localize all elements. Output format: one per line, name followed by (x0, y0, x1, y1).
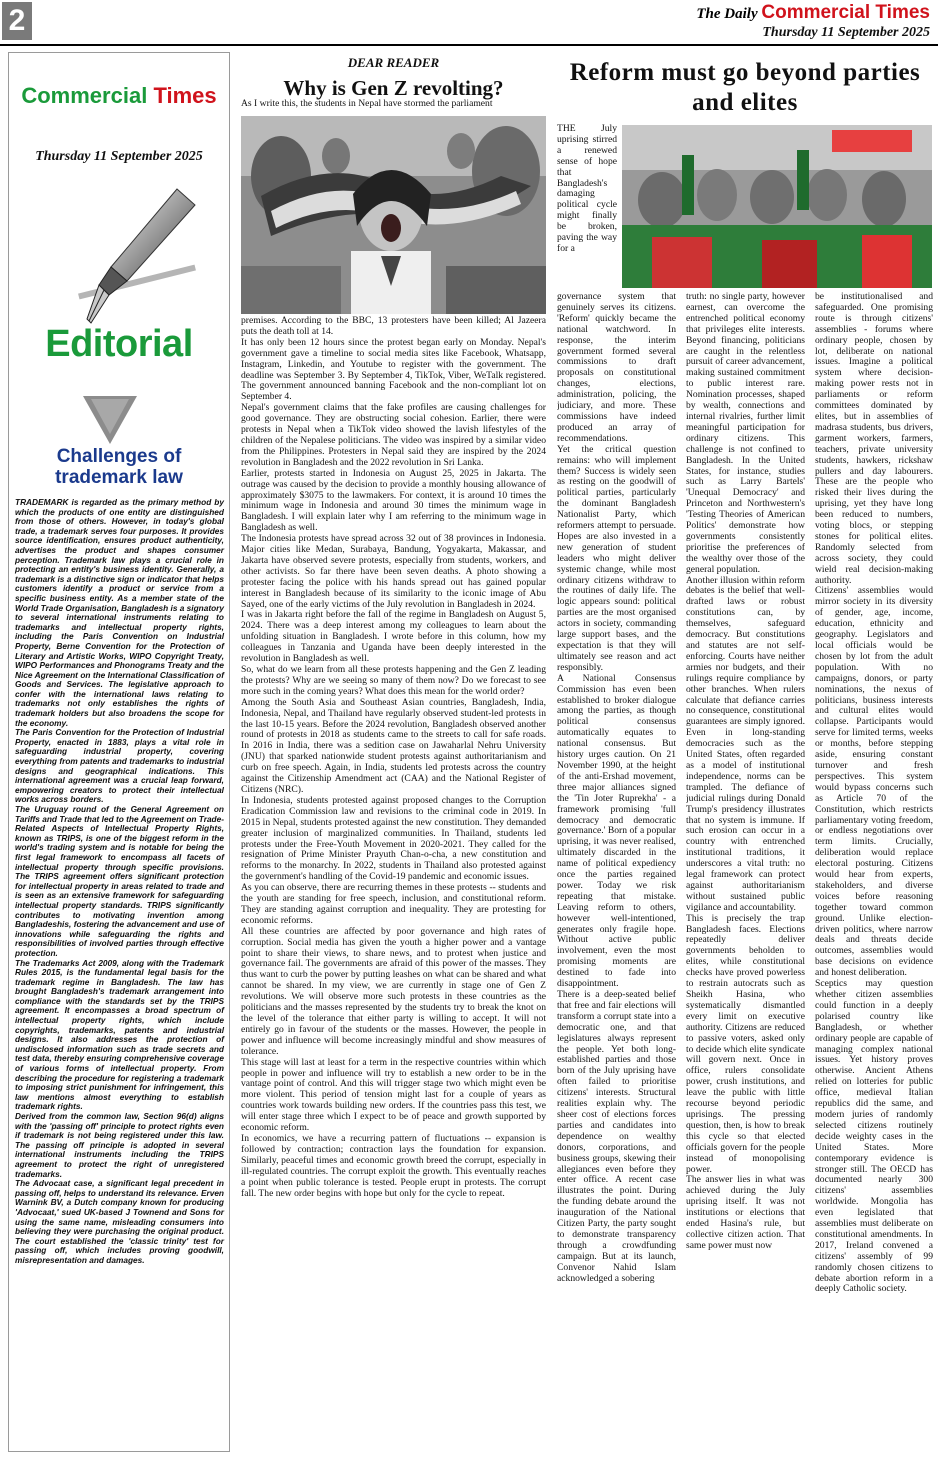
reform-article-lead (557, 124, 617, 255)
reform-paragraph: There is a deep-seated belief that free and fair elections will transform a corrupt state into a democratic one, and that legislatures always represent the people. Yet both long-established parties and those born of the July uprising have often failed to prioritise citizens' interests. Structural realities explain why. The sheer cost of elections forces parties and candidates into dependence on wealthy donors, corporations, and business groups, skewing their allegiances even before they enter office. A recent case illustrates the point. During the funding debate around the inauguration of the National Citizen Party, the party sought to demonstrate transparency through a crowdfunding campaign. But at its launch, Convenor Nahid Islam acknowledged a sobering (557, 989, 676, 1284)
article-paragraph: This stage will last at least for a term in the respective countries within which people in power and influence will try to establish a new order to be in the vantage point of control. And this will trigger stage two which might even be more violent. This period of tension might last for a couple of years as countries work towards building new orders. If the countries pass this test, we will enter stage three which I expect to be of peace and growth supported by economic reform. (241, 1056, 546, 1134)
masthead-brand-prefix: The Daily (696, 6, 758, 22)
article-paragraph: All these countries are affected by poor governance and high rates of corruption. Social media has given the youth a higher power and a vantage point to share their views, to share news, and to protest when justice and governance fail. The governments are afraid of this power of the masses. They thus want to curb the power by putting leashes on what can be shared and what cannot be shared. In my view, we are currently in stage one of Gen Z revolutions. We will observe more such protests in these countries as the politicians and the masses represented by the students try to break the knot on the level of the tolerance that either party is willing to accept. It will not entirely go in favour of the students or the masses. However, the people in power and influence will become increasingly mindful and show measures of tolerance. (241, 925, 546, 1057)
reform-column-1 (557, 292, 676, 1442)
fountain-pen-icon (69, 181, 209, 331)
article-title: Why is Gen Z revolting? (283, 76, 504, 100)
editorial-headline: Challenges of trademark law (55, 446, 183, 488)
editorial-paragraph: The Trademarks Act 2009, along with the Trademark Rules 2015, is the fundamental legal basis for the trademark regime in Bangladesh. The law has brought Bangladesh's trademark arrangement into compliance with the standards set by the TRIPS agreement. It encompasses a broad spectrum of intellectual property rights, which include copyrights, trademarks, patents and industrial designs. It also addresses the protection of undisclosed information such as trade secrets and test data, thereby ensuring comprehensive coverage of various forms of intellectual property. From describing the procedure for registering a trademark to imposing strict punishment for infringement, this law mentions almost everything to establish trademark rights. (15, 957, 224, 1112)
reform-paragraph: Another illusion within reform debates is the belief that well-drafted laws or robust constitutions can, by themselves, safeguard democracy. But constitutions and statutes are not self-enforcing. Courts have neither armies nor budgets, and their rulings require compliance by other branches. When rulers calculate that defiance carries no consequence, constitutional guarantees are simply ignored. Even in long-standing democracies such as the United States, often regarded as a model of institutional independence, norms can be trampled. The defiance of judicial rulings during Donald Trump's presidency illustrates that no system is immune. If such erosion can occur in a country with entrenched institutional traditions, it underscores a vital truth: no legal framework can protect against authoritarianism without sustained public vigilance and accountability. (686, 574, 805, 913)
section-title: Editorial (45, 323, 193, 365)
reform-paragraph: The answer lies in what was achieved during the July uprising itself. It was not institutions or elections that ended Hasina's rule, but collective citizen action. That same power must now (686, 1174, 805, 1251)
editorial-paragraph: Derived from the common law, Section 96(d) aligns with the 'passing off' principle to protect rights even if trademark is not being registered under this law. The passing off principle is adopted in several international instruments including the TRIPS agreement to protect the right of unregistered trademarks. (15, 1111, 224, 1179)
reform-article-title: Reform must go beyond parties and elites (569, 59, 921, 116)
masthead (696, 2, 930, 41)
page-number: 2 (2, 2, 32, 40)
editorial-paragraph: The Uruguay round of the General Agreement on Tariffs and Trade that led to the Agreement on Trade-Related Aspects of Intellectual Property Rights, known as TRIPS, is one of the biggest reform in the world's trading system and is notable for being the first legal framework to encompass all facets of intellectual property through specific provisions. The TRIPS agreement offers significant protection for intellectual property in areas related to trade and is seen as an extensive framework for safeguarding intellectual property standards. TRIPS significantly contributes to motivating invention among Bangladeshis, fostering the advancement and use of innovations while safeguarding the rights and responsibilities of involved parties through effective protection. (15, 804, 224, 958)
editorial-sidebar (8, 52, 230, 1452)
article-body (241, 316, 546, 1199)
reform-paragraph: This is precisely the trap Bangladesh faces. Elections repeatedly deliver governments beholden to elites, while constitutional checks have proved powerless to restrain autocrats such as Sheikh Hasina, who systematically dismantled every limit on executive authority. Citizens are reduced to passive voters, asked only to decide which elite syndicate will govern next. Once in office, rulers consolidate power, crush institutions, and leave the public with little recourse beyond periodic uprisings. The pressing question, then, is how to break this cycle so that elected officials govern for the people instead of monopolising power. (686, 912, 805, 1175)
article-paragraph: The Indonesia protests have spread across 32 out of 38 provinces in Indonesia. Major cities like Medan, Surabaya, Bandung, Yogyakarta, Makassar, and Jakarta have observed severe protests, especially from students, workers, and other activists. So far there have been seven deaths. A photo showing a protester facing the police with his hands spread out has gained popular interest in Bangladesh because of its similarity to the iconic image of Abu Sayed, one of the early victims of the July revolution in Bangladesh in 2024. (241, 533, 546, 610)
article-paragraph: premises. According to the BBC, 13 protesters have been killed; Al Jazeera puts the death toll at 14. (241, 315, 546, 337)
reform-column-2 (686, 292, 805, 1442)
reform-paragraph: truth: no single party, however earnest, can overcome the entrenched political economy that privileges elite interests. Beyond financing, politicians are caught in the relentless pursuit of career advancement, making sustained commitment to public interest rare. Nomination processes, shaped by wealth, connections and internal rivalries, further limit meaningful participation for ordinary citizens. This challenge is not confined to Bangladesh. In the United States, for instance, studies such as Larry Bartels' 'Unequal Democracy' and Princeton and Northwestern's 'Testing Theories of American Politics' demonstrate how governments consistently prioritise the preferences of the wealthy over those of the general population. (686, 292, 805, 575)
editorial-paragraph: The Advocaat case, a significant legal precedent in passing off, helps to understand its relevance. Erven Warnink BV, a Dutch company known for producing 'Advocaat,' sued UK-based J Townend and Sons for using the same name, misleading consumers into believing they were purchasing the original product. The court established the 'classic trinity' test for passing off, which includes proving goodwill, misrepresentation and damages. (15, 1178, 224, 1265)
masthead-date: Thursday 11 September 2025 (762, 25, 930, 40)
article-intro: As I write this, the students in Nepal have stormed the parliament (241, 98, 493, 109)
header-divider (0, 44, 938, 46)
reform-paragraph: Sceptics may question whether citizen assemblies could function in a deeply polarised country like Bangladesh, or whether ordinary people are capable of managing complex national issues. Yet history proves otherwise. Ancient Athens relied on lotteries for public office, medieval Italian republics did the same, and modern juries of randomly selected citizens routinely decide weighty cases in the United States. More contemporary evidence is stronger still. The OECD has documented nearly 300 citizens' assemblies worldwide. Mongolia has even legislated that assemblies must deliberate on constitutional amendments. In 2017, Ireland convened a citizens' assembly of 99 randomly chosen citizens to debate abortion reform in a deeply Catholic society. (815, 978, 933, 1295)
editorial-paragraph: The Paris Convention for the Protection of Industrial Property, enacted in 1883, plays a vital role in safeguarding industrial property, covering everything from patents and trademarks to industrial designs and geographical indications. This international agreement was a crucial leap forward, empowering creators to protect their intellectual works across borders. (15, 727, 224, 805)
article-paragraph: In economics, we have a recurring pattern of fluctuations -- expansion is followed by contraction; contraction lays the foundation for expansion. Similarly, peaceful times and economic growth breed the corrupt, especially in ill-regulated countries. The corrupt exploit the growth. This eventually reaches a point when public tolerance is tested. People erupt in protests. The corrupt fall. The new order begins with hope but only for the cycle to repeat. (241, 1132, 546, 1199)
article-paragraph: Nepal's government claims that the fake profiles are causing challenges for good governance. They are obstructing social cohesion. Earlier, there were protests in Nepal when a TikTok video showed the lavish lifestyles of the children of the Nepalese politicians. The video was inspired by a similar video from the Philippines. Protesters in Nepal said they are inspired by the 2024 revolution in Bangladesh and the 2022 revolution in Sri Lanka. (241, 402, 546, 468)
sidebar-logo (9, 83, 229, 109)
down-arrow-icon (83, 396, 137, 446)
article-paragraph: Earlier, protests started in Indonesia on August 25, 2025 in Jakarta. The outrage was caused by the decision to provide a monthly housing allowance of approximately $3075 to the lawmakers. For context, it is around 10 times the minimum wage in Indonesia and around 30 times the minimum wage in Bangladesh. I will explain later why I am referring to the minimum wage in Bangladesh as well. (241, 467, 546, 534)
masthead-brand-name: Commercial Times (761, 2, 930, 23)
reform-paragraph: A National Consensus Commission has even been established to broker dialogue among the parties, as though political consensus automatically equates to national consensus. But history urges caution. On 21 November 1990, at the height of the anti-Ershad movement, three major alliances signed the 'Tin Joter Ruprekha' - a framework promising 'full democracy and democratic governance.' Born of a popular uprising, it was never realised, ultimately discarded in the name of political expediency once the parties regained power. Today we risk repeating that mistake. Leaving reform to others, however well-intentioned, generates only fragile hope. Without active public involvement, even the most promising moments are destined to fade into disappointment. (557, 672, 676, 990)
article-paragraph: It has only been 12 hours since the protest began early on Monday. Nepal's government gave a timeline to social media sites like Facebook, Whatsapp, Instagram, Linkedin, and Youtube to register with the government. The deadline was September 3. By September 4, TikTok, Viber, WeTalk registered. The government announced banning Facebook and the non-compliant lot on September 4. (241, 336, 546, 403)
reform-paragraph: Yet the critical question remains: who will implement them? Success is widely seen as resting on the goodwill of political parties, particularly the dominant Bangladesh Nationalist Party, which reformers attempt to persuade. Hopes are also invested in a new generation of student leaders who might deliver systemic change, while most ordinary citizens withdraw to the routines of daily life. The logic appears sound: political parties are the most organised actors in society, commanding large support bases, and the expectation is that they will ultimately see reason and act responsibly. (557, 443, 676, 673)
reform-paragraph: governance system that genuinely serves its citizens. 'Reform' quickly became the national watchword. In response, the interim government formed several commissions to draft proposals on constitutional changes, elections, administration, policing, the judiciary, and more. These commissions have indeed produced an array of recommendations. (557, 292, 676, 444)
sidebar-logo-part2: Times (153, 83, 217, 108)
reform-column-3 (815, 292, 933, 1442)
reform-paragraph: Citizens' assemblies would mirror society in its diversity of gender, age, income, education, ethnicity and geography. Legislators and local officials would be chosen by lot from the adult population. With no campaigns, donors, or party nominations, the nexus of politicians, business interests and cultural elites would collapse. Participants would serve for limited terms, weeks or months, before stepping aside, ensuring constant turnover and fresh perspectives. This system would bypass concerns such as Article 70 of the Constitution, which restricts parliamentary voting freedom, or endless negotiations over term limits. Crucially, deliberation would replace electoral posturing. Citizens would hear from experts, stakeholders, and diverse voices before reasoning together toward common ground. Unlike election-driven politics, where narrow deals and threats decide outcomes, assemblies would base decisions on evidence and honest deliberation. (815, 585, 933, 979)
editorial-paragraph: TRADEMARK is regarded as the primary method by which the products of one entity are distinguished from those of others. However, in today's global trade, a trademark serves four purposes. It provides source identification, ensures product authenticity, advertises the product and shapes consumer perception. Trademark law plays a crucial role in protecting an entity's business identity. Generally, a trademark is a distinctive sign or indicator that helps customers identify a product or service from a specific business entity. As a member state of the World Trade Organisation, Bangladesh is a signatory to several international instruments relating to trademarks and intellectual property rights, including the Paris Convention on Industrial Property, Berne Convention for the Protection of Literary and Artistic Works, WIPO Copyright Treaty, WIPO Performances and Phonograms Treaty and the Nice Agreement on the International Classification of Goods and Services. The legislative approach to confer with the international laws relating to trademarks not only establishes the rights of trademark holders but also broadens the scope for the economy. (15, 497, 225, 728)
article-paragraph: I was in Jakarta right before the fall of the regime in Bangladesh on August 5, 2024. There was a deep interest among my colleagues to learn about the unfolding situation in Bangladesh. I wrote before in this column, how my colleagues in Tanzania and Uganda have been deeply interested in the revolution in Bangladesh as well. (241, 609, 546, 665)
reform-lead-paragraph: THE July uprising stirred a renewed sense of hope that Bangladesh's damaging political cycle might finally be broken, paving the way for a (557, 123, 617, 254)
rally-photo (622, 125, 932, 288)
editorial-body (15, 498, 224, 1266)
article-paragraph: Among the South Asia and Southeast Asian countries, Bangladesh, India, Indonesia, Nepal, and Thailand have regularly observed student-led protests in the last 10-15 years. Before the 2024 revolution, Bangladesh observed another round of protests in 2018 as students came to the streets to call for safe roads. In 2016 in India, there was a sedition case on Jawaharlal Nehru University (JNU) that sparked nationwide student protests against authoritarianism and curb on free speech. Again, in India, students led protests across the country against the Citizenship Amendment act (CAA) and the National Register of Citizens (NRC). (241, 696, 546, 795)
sidebar-date: Thursday 11 September 2025 (35, 149, 203, 164)
protest-photo (241, 116, 546, 314)
reform-paragraph: be institutionalised and safeguarded. One promising route is through citizens' assemblies - forums where ordinary people, chosen by lot, deliberate on national issues. Imagine a political system where decision-making power rests not in parliaments or reform committees dominated by elites, but in assemblies of madrasa students, bus drivers, garment workers, farmers, teachers, private university students, hawkers, rickshaw pullers and day labourers. These are the people who risked their lives during the uprising, yet they have long been reduced to numbers, voting blocs, or stepping stones for political elites. Randomly selected from across society, they could wield real decision-making authority. (815, 292, 933, 586)
article-paragraph: As you can observe, there are recurring themes in these protests -- students and the youth are standing for free speech, inclusion, and constitutional reform. They are standing against corruption and inequality. They are protesting for economic reforms. (241, 882, 546, 926)
masthead-brand (696, 2, 930, 24)
article-kicker: DEAR READER (347, 55, 440, 70)
sidebar-logo-part1: Commercial (21, 83, 148, 108)
article-paragraph: So, what do we learn from all these protests happening and the Gen Z leading the protests? Why are we seeing so many of them now? Do we forecast to see more such in the coming years? What does this mean for the world order? (241, 664, 546, 697)
article-paragraph: In Indonesia, students protested against proposed changes to the Corruption Eradication Commission law and revisions to the criminal code in 2019. In 2015 in Nepal, students protested against the new constitution. They demanded greater inclusion of marginalized communities. In Thailand, students led protests under the Free-Youth Movement in 2020-2021. They called for the resignation of Prime Minister Prayuth Chan-o-cha, a new constitution and reforms to the monarchy. In 2022, students in Thailand also protested against the government's handling of the Covid-19 pandemic and economic issues. (241, 794, 546, 883)
